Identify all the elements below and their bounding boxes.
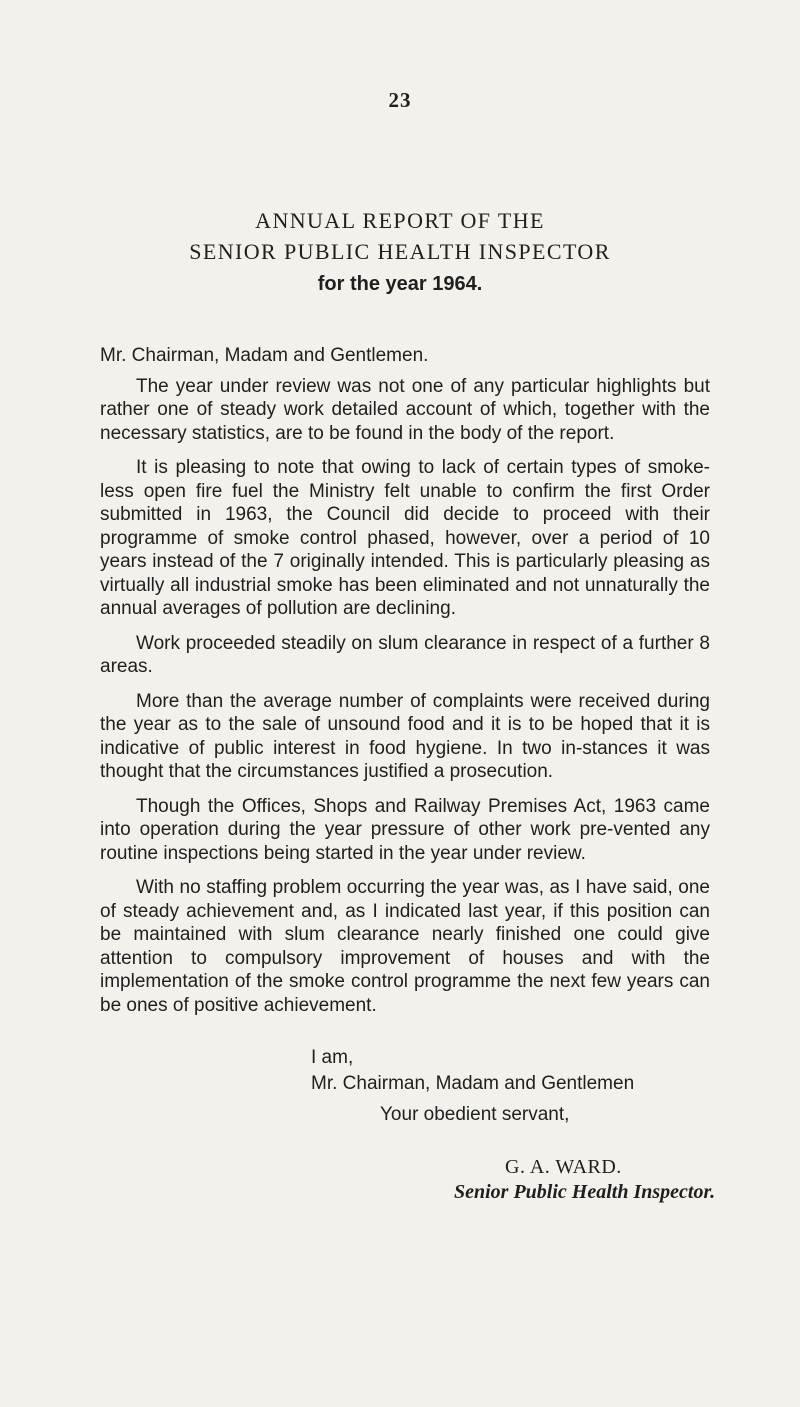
- salutation: Mr. Chairman, Madam and Gentlemen.: [100, 345, 429, 366]
- closing-servant: Your obedient servant,: [380, 1104, 570, 1125]
- report-body: [100, 344, 710, 1028]
- signatory-title: Senior Public Health Inspector.: [454, 1181, 716, 1203]
- closing-i-am: I am,: [311, 1047, 354, 1068]
- signatory-name: G. A. WARD.: [505, 1156, 622, 1178]
- paragraph-offices-act: Though the Offices, Shops and Railway Premises Act, 1963 came into operation during the year pressure of other work pre-vented any routine inspections being started in the year under review.: [100, 795, 710, 864]
- report-heading: [0, 205, 800, 299]
- heading-line-2: SENIOR PUBLIC HEALTH INSPECTOR: [189, 239, 611, 264]
- paragraph-complaints: More than the average number of complaints were received during the year as to the sale of unsound food and it is to be hoped that it is indicative of public interest in food hygiene. In two in-stances it was thought that the circumstances justified a prosecution.: [100, 690, 710, 782]
- paragraph-smoke-control: It is pleasing to note that owing to lack of certain types of smoke-less open fire fuel the Ministry felt unable to confirm the first Order submitted in 1963, the Council did decide to proceed with their programme of smoke control phased, however, over a period of 10 years instead of the 7 originally intended. This is particularly pleasing as virtually all industrial smoke has been eliminated and not unnaturally the annual averages of pollution are declining.: [100, 457, 710, 619]
- paragraph-staffing: With no staffing problem occurring the year was, as I have said, one of steady achievement and, as I indicated last year, if this position can be maintained with slum clearance nearly finished one could give attention to compulsory improvement of houses and with the implementation of the smoke control programme the next few years can be ones of positive achievement.: [100, 877, 710, 1016]
- closing-greeting: Mr. Chairman, Madam and Gentlemen: [311, 1073, 635, 1094]
- page-number: 23: [388, 88, 412, 112]
- paragraph-highlights: The year under review was not one of any particular highlights but rather one of steady work detailed account of which, together with the necessary statistics, are to be found in the body of the report.: [100, 375, 710, 444]
- heading-line-1: ANNUAL REPORT OF THE: [255, 208, 545, 233]
- paragraph-slum-clearance: Work proceeded steadily on slum clearance in respect of a further 8 areas.: [100, 632, 710, 677]
- heading-year: for the year 1964.: [317, 273, 483, 295]
